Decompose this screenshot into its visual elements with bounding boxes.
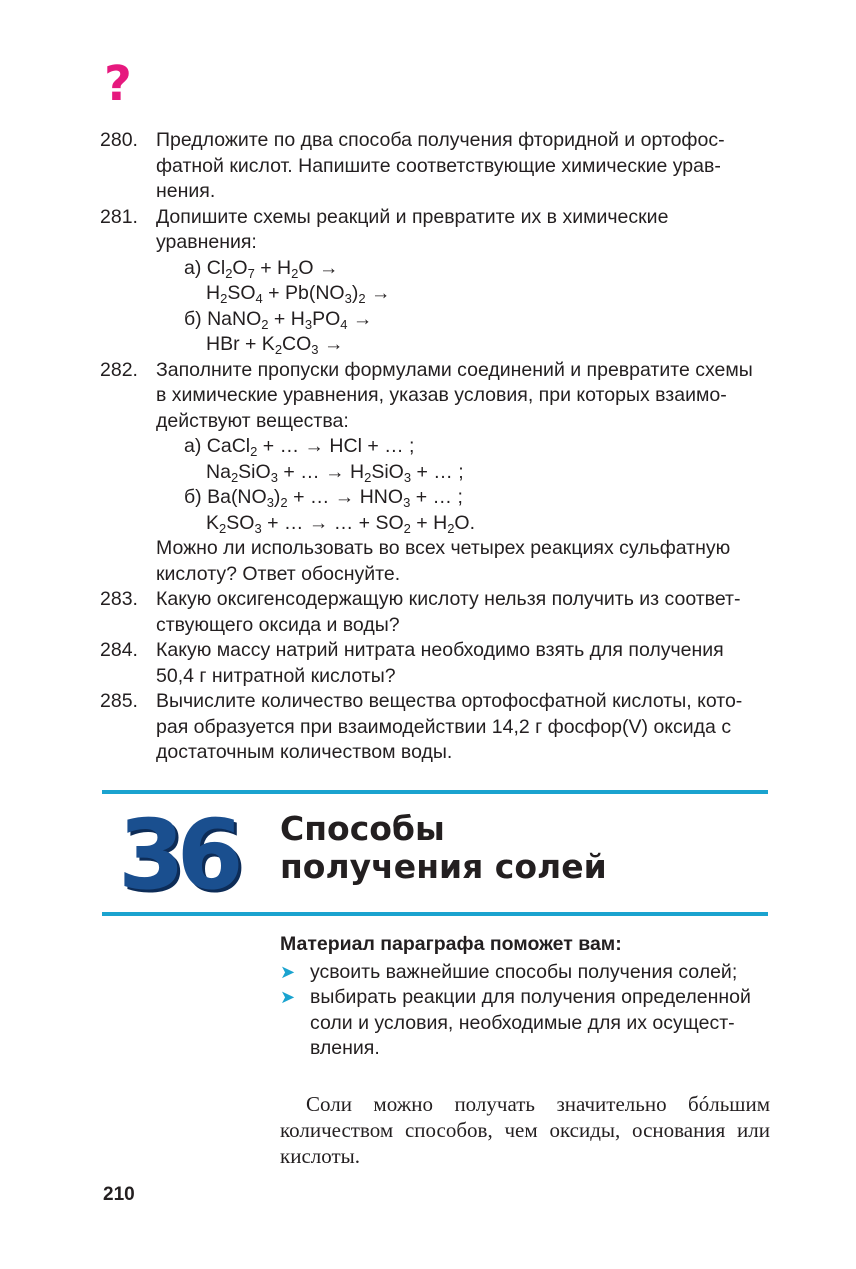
goal-text: соли и условия, необходимые для их осущест- xyxy=(310,1011,735,1034)
equation: б) NaNO$_2$ + $H_3PO_4$ → xyxy=(184,307,373,332)
exercise-text: фатной кислот. Напишите соответствующие химические урав- xyxy=(156,154,721,177)
exercise-number: 284. xyxy=(100,639,138,661)
exercise-text: 50,4 г нитратной кислоты? xyxy=(156,664,396,687)
exercise-text: Можно ли использовать во всех четырех реакциях сульфатную xyxy=(156,537,731,559)
equation: $H_2SO_4 + Pb(NO_3)_2$ → xyxy=(206,282,391,306)
exercise-list xyxy=(100,128,770,766)
arrow-bullet-icon: ➤ xyxy=(280,987,296,1008)
equation: HBr + $K_2CO_3$ → xyxy=(206,333,344,357)
question-icon: ? xyxy=(104,56,132,112)
learning-goals xyxy=(280,932,770,1062)
exercise-285 xyxy=(100,689,770,766)
exercise-text: ствующего оксида и воды? xyxy=(156,613,400,636)
equation: $Na_2SiO_3$ + … → $H_2SiO_3$ + … ; xyxy=(206,460,464,485)
exercise-text: в химические уравнения, указав условия, при которых взаимо- xyxy=(156,384,727,406)
exercise-282 xyxy=(100,358,770,588)
exercise-text: Вычислите количество вещества ортофосфатной кислоты, кото- xyxy=(156,690,743,712)
goal-text: вления. xyxy=(310,1037,380,1059)
equation: $K_2SO_3$ + … → … + $SO_2 + H_2O$. xyxy=(206,511,476,536)
exercise-text: рая образуется при взаимодействии 14,2 г фосфор(V) оксида с xyxy=(156,715,732,738)
goal-text: усвоить важнейшие способы получения солей; xyxy=(310,960,738,983)
exercise-284 xyxy=(100,638,770,689)
exercise-number: 285. xyxy=(100,690,138,712)
exercise-text: Какую оксигенсодержащую кислоту нельзя получить из соответ- xyxy=(156,588,741,610)
arrow-bullet-icon: ➤ xyxy=(280,961,296,983)
exercise-text: нения. xyxy=(156,180,216,202)
exercise-number: 282. xyxy=(100,358,138,381)
section-title-line: Способы xyxy=(280,809,445,848)
section-top-rule xyxy=(102,790,768,794)
exercise-text: действуют вещества: xyxy=(156,409,349,432)
goal-item xyxy=(280,960,770,986)
exercise-number: 281. xyxy=(100,205,138,228)
intro-paragraph: Соли можно получать значительно бóльшим количеством способов, чем оксиды, основания или кислоты. xyxy=(280,1092,770,1168)
exercise-text: Какую массу натрий нитрата необходимо взять для получения xyxy=(156,639,724,661)
section-title-line: получения солей xyxy=(280,847,607,886)
exercise-text: Предложите по два способа получения фторидной и ортофос- xyxy=(156,129,725,151)
equation: б) $Ba(NO_3)_2$ + … → $HNO_3$ + … ; xyxy=(184,486,463,510)
goal-item xyxy=(280,985,770,1062)
equation: а) CaCl$_2$ + … → HCl + … ; xyxy=(184,435,415,459)
exercise-number: 283. xyxy=(100,588,138,610)
exercise-text: Заполните пропуски формулами соединений и превратите схемы xyxy=(156,358,753,381)
exercise-283 xyxy=(100,587,770,638)
exercise-text: Допишите схемы реакций и превратите их в химические уравнения: xyxy=(156,205,669,253)
goals-heading: Материал параграфа поможет вам: xyxy=(280,933,622,955)
page-number: 210 xyxy=(103,1184,135,1205)
exercise-280 xyxy=(100,128,770,205)
goal-text: выбирать реакции для получения определенной xyxy=(310,986,751,1008)
equation: а) $Cl_2O_7 + H_2O$ → xyxy=(184,256,339,281)
exercise-number: 280. xyxy=(100,129,138,151)
exercise-281 xyxy=(100,205,770,358)
section-title xyxy=(280,810,607,886)
exercise-text: достаточным количеством воды. xyxy=(156,741,453,763)
section-bottom-rule xyxy=(102,912,768,916)
exercise-text: кислоту? Ответ обоснуйте. xyxy=(156,562,401,585)
section-number: 36 xyxy=(118,799,236,911)
